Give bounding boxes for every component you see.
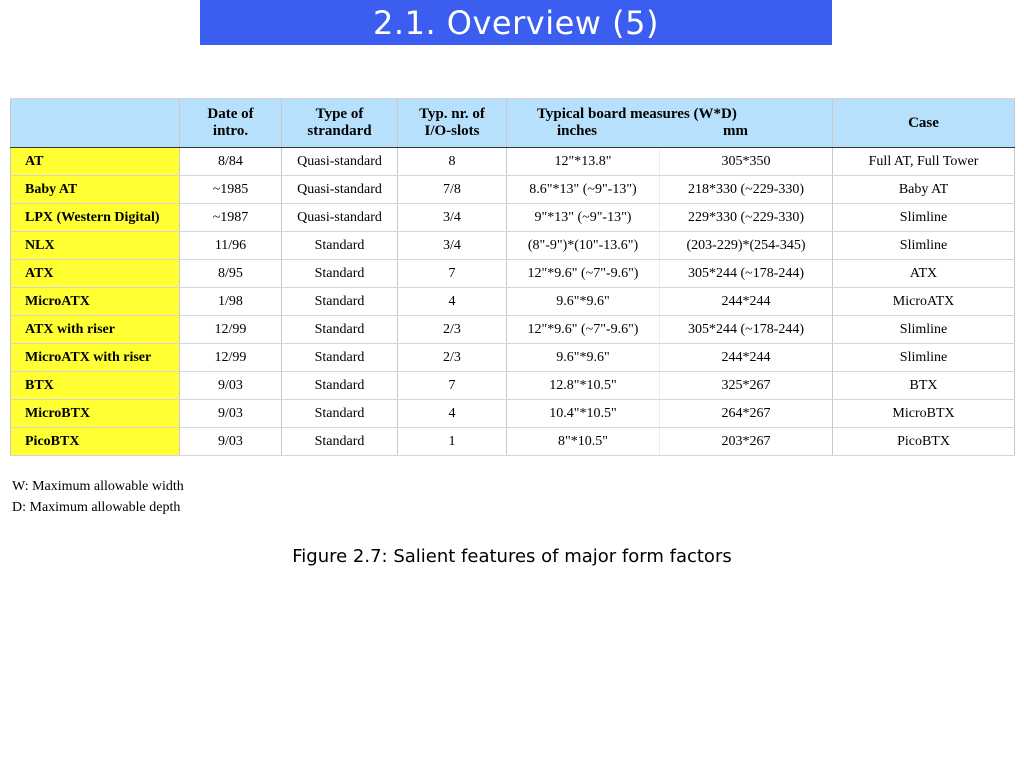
table-row (11, 232, 1015, 260)
cell-case: Baby AT (833, 176, 1015, 204)
table-row (11, 260, 1015, 288)
cell-date: 8/95 (180, 260, 282, 288)
cell-mm: 203*267 (660, 428, 833, 456)
cell-date: 9/03 (180, 400, 282, 428)
header-measures (507, 99, 833, 148)
header-date (180, 99, 282, 148)
cell-date: 11/96 (180, 232, 282, 260)
cell-case: Full AT, Full Tower (833, 148, 1015, 176)
cell-date: ~1987 (180, 204, 282, 232)
cell-type: Quasi-standard (282, 204, 398, 232)
table-row (11, 400, 1015, 428)
cell-case: Slimline (833, 344, 1015, 372)
cell-slots: 7 (398, 260, 507, 288)
cell-inches: 8"*10.5" (507, 428, 660, 456)
cell-inches: 9"*13" (~9"-13") (507, 204, 660, 232)
cell-type: Standard (282, 372, 398, 400)
table-row (11, 288, 1015, 316)
cell-slots: 8 (398, 148, 507, 176)
cell-mm: 305*244 (~178-244) (660, 260, 833, 288)
cell-inches: 10.4"*10.5" (507, 400, 660, 428)
cell-slots: 3/4 (398, 204, 507, 232)
cell-inches: (8"-9")*(10"-13.6") (507, 232, 660, 260)
cell-inches: 9.6"*9.6" (507, 344, 660, 372)
header-type-label: Type of strandard (307, 106, 372, 139)
cell-case: MicroATX (833, 288, 1015, 316)
cell-mm: 244*244 (660, 344, 833, 372)
cell-date: 9/03 (180, 428, 282, 456)
cell-type: Standard (282, 232, 398, 260)
cell-name: ATX (11, 260, 180, 288)
cell-slots: 7/8 (398, 176, 507, 204)
header-case: Case (833, 99, 1015, 148)
cell-case: BTX (833, 372, 1015, 400)
cell-mm: 218*330 (~229-330) (660, 176, 833, 204)
cell-mm: 244*244 (660, 288, 833, 316)
cell-date: ~1985 (180, 176, 282, 204)
table-body (11, 148, 1015, 456)
cell-slots: 2/3 (398, 316, 507, 344)
cell-inches: 9.6"*9.6" (507, 288, 660, 316)
cell-slots: 2/3 (398, 344, 507, 372)
cell-type: Standard (282, 400, 398, 428)
cell-slots: 1 (398, 428, 507, 456)
cell-inches: 8.6"*13" (~9"-13") (507, 176, 660, 204)
cell-date: 12/99 (180, 344, 282, 372)
table-header-row (11, 99, 1015, 148)
cell-date: 12/99 (180, 316, 282, 344)
header-inches: inches (557, 123, 598, 139)
cell-mm: 264*267 (660, 400, 833, 428)
cell-case: MicroBTX (833, 400, 1015, 428)
table-row (11, 344, 1015, 372)
cell-type: Standard (282, 260, 398, 288)
cell-date: 8/84 (180, 148, 282, 176)
header-measures-title: Typical board measures (W*D) (537, 106, 737, 122)
cell-name: ATX with riser (11, 316, 180, 344)
cell-name: NLX (11, 232, 180, 260)
note-width: W: Maximum allowable width (12, 479, 184, 494)
cell-inches: 12"*9.6" (~7"-9.6") (507, 316, 660, 344)
header-name (11, 99, 180, 148)
cell-inches: 12"*13.8" (507, 148, 660, 176)
cell-inches: 12"*9.6" (~7"-9.6") (507, 260, 660, 288)
cell-mm: 305*244 (~178-244) (660, 316, 833, 344)
cell-name: Baby AT (11, 176, 180, 204)
table-row (11, 372, 1015, 400)
cell-slots: 4 (398, 288, 507, 316)
table-row (11, 148, 1015, 176)
cell-type: Quasi-standard (282, 176, 398, 204)
header-measures-units (511, 123, 828, 140)
cell-slots: 3/4 (398, 232, 507, 260)
cell-name: MicroBTX (11, 400, 180, 428)
table-row (11, 176, 1015, 204)
cell-mm: (203-229)*(254-345) (660, 232, 833, 260)
header-date-label: Date of intro. (207, 106, 254, 139)
cell-case: PicoBTX (833, 428, 1015, 456)
header-slots-label: Typ. nr. of I/O-slots (419, 106, 485, 139)
header-mm: mm (723, 123, 749, 139)
cell-mm: 325*267 (660, 372, 833, 400)
cell-name: MicroATX with riser (11, 344, 180, 372)
cell-name: LPX (Western Digital) (11, 204, 180, 232)
cell-type: Standard (282, 428, 398, 456)
header-type (282, 99, 398, 148)
figure-caption: Figure 2.7: Salient features of major form factors (292, 546, 732, 567)
title-bar (200, 0, 832, 45)
cell-name: AT (11, 148, 180, 176)
table-row (11, 428, 1015, 456)
table-row (11, 204, 1015, 232)
cell-name: PicoBTX (11, 428, 180, 456)
cell-type: Quasi-standard (282, 148, 398, 176)
cell-case: Slimline (833, 316, 1015, 344)
notes (12, 476, 184, 518)
cell-slots: 7 (398, 372, 507, 400)
cell-date: 9/03 (180, 372, 282, 400)
table-row (11, 316, 1015, 344)
form-factor-table (10, 98, 1015, 456)
cell-case: ATX (833, 260, 1015, 288)
cell-name: MicroATX (11, 288, 180, 316)
slide-title: 2.1. Overview (5) (373, 3, 659, 42)
cell-type: Standard (282, 344, 398, 372)
cell-mm: 305*350 (660, 148, 833, 176)
cell-case: Slimline (833, 204, 1015, 232)
cell-mm: 229*330 (~229-330) (660, 204, 833, 232)
cell-type: Standard (282, 316, 398, 344)
header-slots (398, 99, 507, 148)
cell-case: Slimline (833, 232, 1015, 260)
cell-name: BTX (11, 372, 180, 400)
note-depth: D: Maximum allowable depth (12, 500, 181, 515)
cell-type: Standard (282, 288, 398, 316)
cell-slots: 4 (398, 400, 507, 428)
cell-inches: 12.8"*10.5" (507, 372, 660, 400)
cell-date: 1/98 (180, 288, 282, 316)
